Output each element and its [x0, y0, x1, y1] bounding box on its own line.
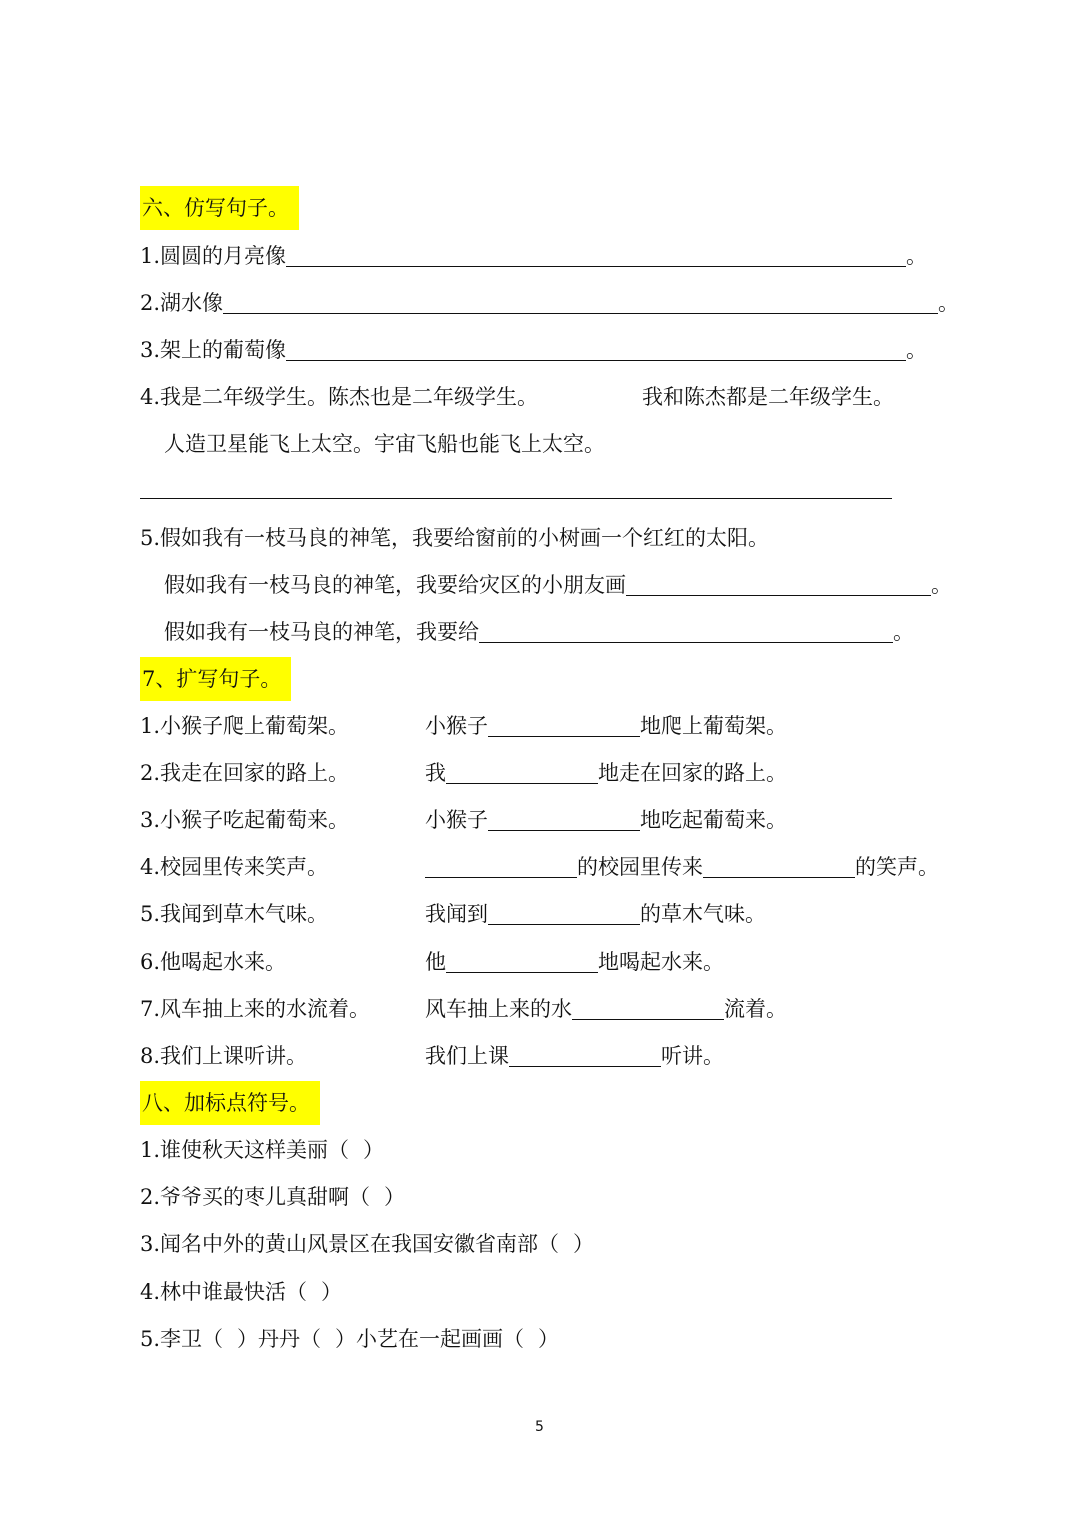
- s7-item-right: 小猴子 地爬上葡萄架。: [425, 714, 787, 738]
- s7-item-left: 7.风车抽上来的水流着。: [140, 997, 371, 1021]
- s7-item-right: 我闻到 的草木气味。: [425, 902, 766, 926]
- s7-item-left: 6.他喝起水来。: [140, 950, 287, 974]
- answer-blank[interactable]: [572, 999, 724, 1020]
- s6-q3: 3.架上的葡萄像 。: [140, 338, 928, 362]
- s8-q5: 5.李卫（ ）丹丹（ ）小艺在一起画画（ ）: [140, 1327, 560, 1351]
- answer-blank[interactable]: [286, 246, 906, 267]
- s7-item-left: 5.我闻到草木气味。: [140, 902, 329, 926]
- s7-item-left: 1.小猴子爬上葡萄架。: [140, 714, 350, 738]
- s8-q1: 1.谁使秋天这样美丽（ ）: [140, 1138, 385, 1162]
- answer-blank[interactable]: [446, 763, 598, 784]
- answer-blank[interactable]: [488, 810, 640, 831]
- section7-title: 7、扩写句子。: [140, 665, 291, 693]
- answer-blank[interactable]: [488, 716, 640, 737]
- answer-blank[interactable]: [286, 340, 906, 361]
- s7-item-left: 2.我走在回家的路上。: [140, 761, 350, 785]
- s7-item-left: 3.小猴子吃起葡萄来。: [140, 808, 350, 832]
- s6-q5-example: 5.假如我有一枝马良的神笔，我要给窗前的小树画一个红红的太阳。: [140, 526, 770, 550]
- s6-q4-prompt: 人造卫星能飞上太空。宇宙飞船也能飞上太空。: [164, 432, 605, 456]
- s6-q5-c: 假如我有一枝马良的神笔，我要给 。: [164, 620, 914, 644]
- s7-item-right: 风车抽上来的水 流着。: [425, 997, 787, 1021]
- page-number: 5: [535, 1419, 544, 1435]
- s6-q5-b: 假如我有一枝马良的神笔，我要给灾区的小朋友画 。: [164, 573, 952, 597]
- s7-item-right: 他 地喝起水来。: [425, 950, 724, 974]
- answer-blank[interactable]: [425, 857, 577, 878]
- section8-title: 八、加标点符号。: [140, 1089, 320, 1117]
- s7-item-right: 的校园里传来 的笑声。: [425, 853, 939, 881]
- s7-item-left: 8.我们上课听讲。: [140, 1044, 308, 1068]
- s8-q2: 2.爷爷买的枣儿真甜啊（ ）: [140, 1185, 406, 1209]
- s7-item-right: 我 地走在回家的路上。: [425, 761, 787, 785]
- s6-q4-answer-example: 我和陈杰都是二年级学生。: [642, 385, 894, 409]
- answer-blank[interactable]: [446, 952, 598, 973]
- s6-q4-example: 4.我是二年级学生。陈杰也是二年级学生。: [140, 385, 539, 409]
- s6-q2: 2.湖水像 。: [140, 291, 960, 315]
- answer-blank[interactable]: [479, 622, 893, 643]
- answer-blank[interactable]: [703, 857, 855, 878]
- s7-item-right: 小猴子 地吃起葡萄来。: [425, 808, 787, 832]
- s7-item-left: 4.校园里传来笑声。: [140, 855, 329, 879]
- s8-q3: 3.闻名中外的黄山风景区在我国安徽省南部（ ）: [140, 1232, 595, 1256]
- answer-blank[interactable]: [626, 575, 931, 596]
- answer-blank[interactable]: [509, 1046, 661, 1067]
- answer-blank[interactable]: [223, 293, 938, 314]
- s6-q1: 1.圆圆的月亮像 。: [140, 244, 928, 268]
- answer-line[interactable]: [140, 498, 892, 499]
- s8-q4: 4.林中谁最快活（ ）: [140, 1280, 343, 1304]
- section6-title: 六、仿写句子。: [140, 194, 299, 222]
- answer-blank[interactable]: [488, 904, 640, 925]
- s7-item-right: 我们上课 听讲。: [425, 1044, 724, 1068]
